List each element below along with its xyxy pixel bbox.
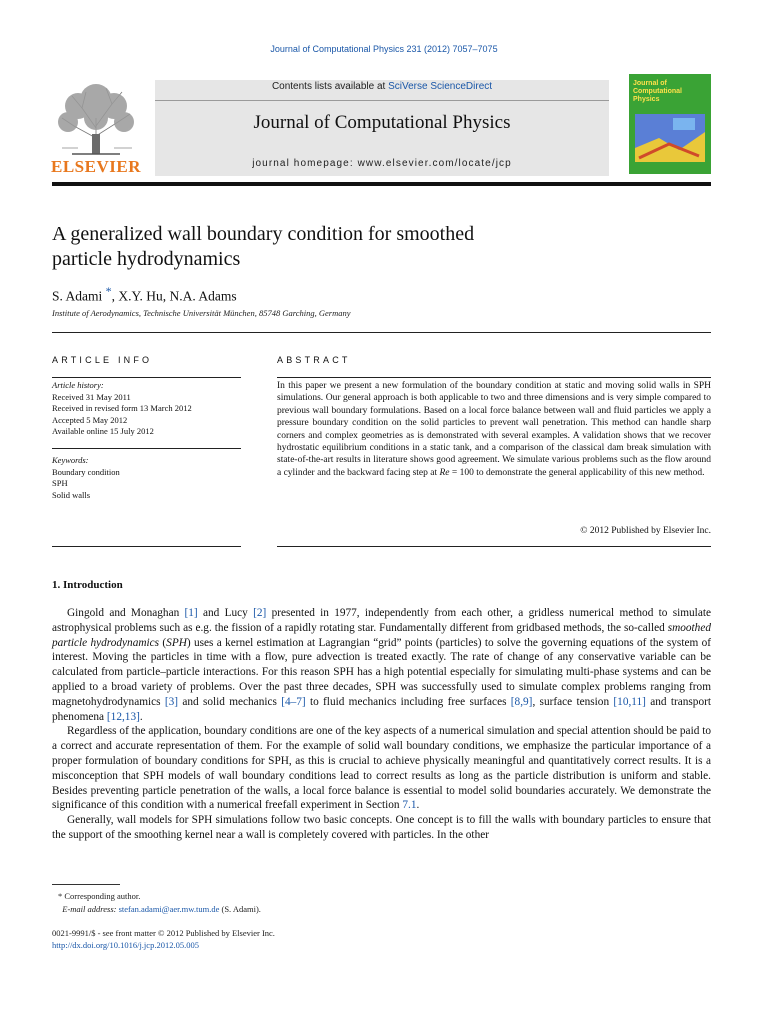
abstract-body: In this paper we present a new formulation of the boundary condition at static and moving solid walls in SPH simulations. Our general approach is both applicable to two and three dimensions and is very simple compared to previous wall boundary formulations. Based on a local force balance between wall and fluid particles we apply a pressure boundary condition on the solid particles to prevent wall penetration. This method can handle sharp corners and complex geometries as is demonstrated with several examples. A validation shows that we recover hydrostatic equilibrium conditions in a static tank, and a comparison of the classical dam break simulation with state-of-the-art results in literature shows good agreement. We simulate various problems such as the flow around a cylinder and the backward facing step at [277,381,711,478]
citation-link[interactable]: [8,9] [510,695,533,708]
keywords-label: Keywords: [52,455,89,465]
text-run-italic: SPH [166,636,187,649]
reynolds-symbol: Re [439,467,450,478]
text-run: Gingold and Monaghan [67,607,185,619]
paragraph [52,606,711,724]
footnote-text: Corresponding author. [64,891,141,901]
footnote-email [58,903,261,916]
article-info-rule [52,448,241,449]
text-run: . [416,799,420,812]
citation-link[interactable]: [10,11] [613,695,646,708]
header-divider [155,100,609,101]
text-run: presented in 1977, independently from each other, a gridless numerical method to simulate astrophysical problems such as e.g. the fission of a rapidly rotating star. Fundamentally different from gridbased methods, the so-called [52,607,711,634]
corresponding-author-mark[interactable]: * [105,284,112,298]
text-run: and solid mechanics [178,695,282,708]
citation-link[interactable]: [12,13] [106,710,140,723]
history-label: Article history: [52,380,104,390]
abstract-rule [277,546,711,547]
section-divider [52,332,711,333]
journal-title: Journal of Computational Physics [253,112,511,133]
abstract-body-end: = 100 to demonstrate the general applicability of this new method. [449,467,705,478]
history-item: Accepted 5 May 2012 [52,414,128,425]
affiliation: Institute of Aerodynamics, Technische Universität München, 85748 Garching, Germany [52,308,351,318]
paper-title-line: particle hydrodynamics [52,248,241,270]
citation-link[interactable]: [4–7] [281,695,306,708]
cover-illustration-icon [629,108,711,174]
cover-title-line: Journal of [633,80,667,87]
section-link[interactable]: 7.1 [402,799,417,812]
copyright-notice: © 2012 Published by Elsevier Inc. [580,526,711,536]
footnote [58,890,261,916]
footnote-rule [52,884,120,885]
paper-title-line: A generalized wall boundary condition for smoothed [52,223,475,245]
coauthor-names: , X.Y. Hu, N.A. Adams [111,288,237,304]
article-history [52,380,192,438]
article-info-label: ARTICLE INFO [52,355,153,365]
elsevier-publisher-name[interactable]: ELSEVIER [51,157,141,176]
author-list [52,284,237,305]
journal-reference[interactable]: Journal of Computational Physics 231 (2012) 7057–7075 [270,44,498,54]
abstract-text [277,380,711,479]
article-info-rule [52,546,241,547]
text-run-italic: smoothed particle hydrodynamics [52,621,711,649]
text-run: , surface tension [532,695,614,708]
text-run: ) uses a kernel estimation at Lagrangian “grid” points (particles) to solve the governing equations of the system of interest. Moving the particles in time with a flow, pure advection is treated exactly. The rate of change of any conservative variable can be calculated from particle–particle interactions. For this reason SPH has a high potential especially for simulating multi-phase systems and can be applied to a broad variety of problems. Over the past three decades, SPH was successfully used to simulate complex problems ranging from magnetohydrodynamics [52,636,711,708]
keyword-item: SPH [52,478,68,488]
article-info-rule [52,377,241,378]
text-run: and Lucy [197,607,254,619]
paragraph: Generally, wall models for SPH simulations follow two basic concepts. One concept is to fill the walls with boundary particles to ensure that the support of the smoothing kernel near a wall is completely covered with particles. In the other [52,814,711,841]
section-heading-introduction: 1. Introduction [52,579,123,591]
citation-link[interactable]: [3] [164,695,179,708]
email-owner: (S. Adami). [219,904,261,914]
text-run: . [139,710,143,723]
history-item: Received 31 May 2011 [52,391,131,402]
history-item: Available online 15 July 2012 [52,426,154,436]
header-thick-rule [52,182,711,186]
cover-title [633,80,682,104]
footnote-mark: * [58,891,63,901]
history-item: Received in revised form 13 March 2012 [52,403,192,413]
text-run: ( [159,636,167,649]
citation-link[interactable]: [2] [253,607,267,619]
keywords [52,455,120,501]
sciverse-link[interactable]: SciVerse ScienceDirect [388,81,493,92]
keyword-item: Boundary condition [52,466,120,477]
text-run: and transport phenomena [52,695,711,723]
footnote-corresponding [58,890,261,903]
email-label: E-mail address: [62,904,119,914]
journal-homepage[interactable]: journal homepage: www.elsevier.com/locate/jcp [252,158,512,169]
introduction-body [52,606,711,843]
paper-title [52,222,612,272]
abstract-rule [277,377,711,378]
contents-line [155,81,609,92]
contents-prefix: Contents lists available at [271,81,389,92]
paragraph [52,724,711,813]
cover-title-line: Computational [633,88,682,95]
journal-cover-thumbnail[interactable] [629,74,711,174]
email-link[interactable]: stefan.adami@aer.mw.tum.de [118,904,220,914]
keyword-item: Solid walls [52,489,91,500]
text-run: Regardless of the application, boundary conditions are one of the key aspects of a numerical simulation and special attention should be paid to a correct and accurate representation of them. For the example of solid wall boundary conditions, we emphasize the particular importance of a proper formulation of boundary conditions for SPH, as this is crucial to achieve physically meaningful and quantitatively correct results. It is a misconception that SPH models of wall boundary conditions lead to correct results as long as the particle distribution is uniform and stable. Besides preventing particle penetration of the walls, a local force balance is essential to model solid boundaries accurately. We demonstrate the significance of this condition with a numerical freefall experiment in Section [52,725,711,812]
abstract-label: ABSTRACT [277,355,351,365]
author-name: S. Adami [52,288,103,304]
cover-title-line: Physics [633,96,660,103]
issn-line: 0021-9991/$ - see front matter © 2012 Published by Elsevier Inc. [52,928,275,938]
text-run: to fluid mechanics including free surfaces [305,695,511,708]
citation-link[interactable]: [1] [184,607,198,619]
page-footer [52,928,275,951]
doi-link[interactable]: http://dx.doi.org/10.1016/j.jcp.2012.05.005 [52,939,199,950]
